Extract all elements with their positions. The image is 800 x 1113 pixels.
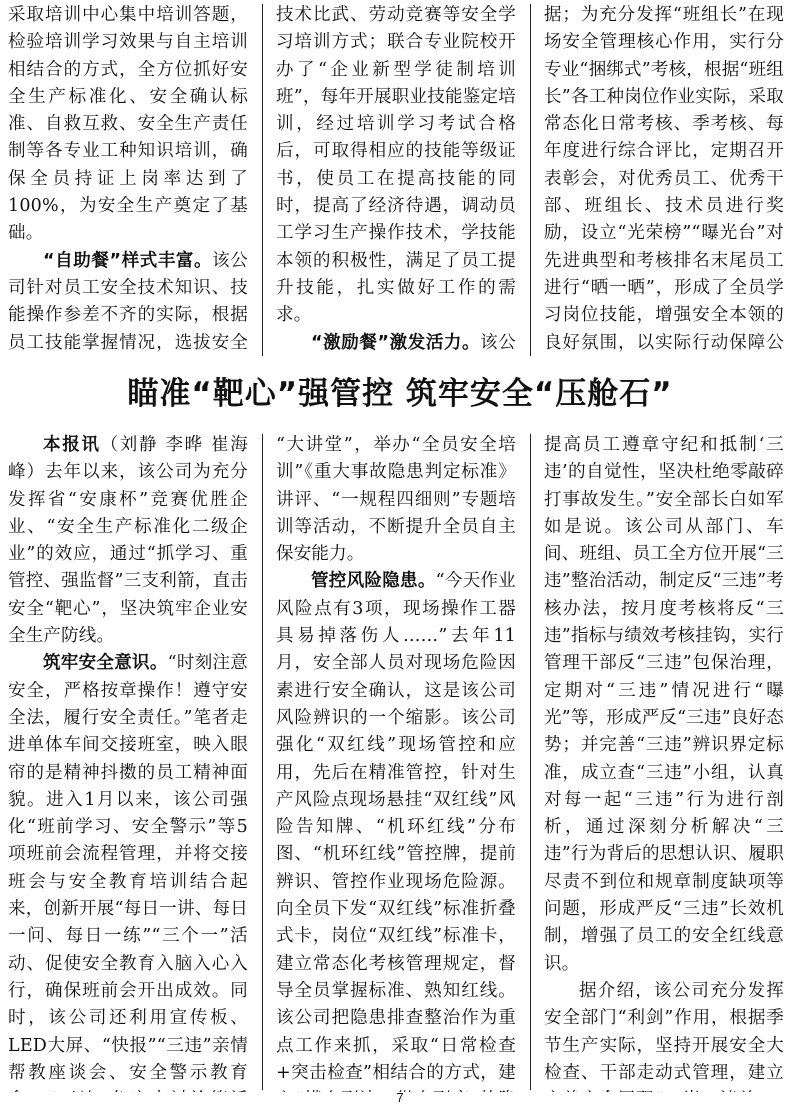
headline: 瞄准“靶心”强管控 筑牢安全“压舱石”: [127, 375, 673, 412]
byline-tag: 本报讯: [43, 435, 101, 455]
subheading: “激励餐”激发活力。: [311, 332, 481, 353]
column-divider: [262, 4, 263, 356]
paragraph-body: （刘静 李晔 崔海峰）去年以来，该公司为充分发挥省“安康杯”竞赛优胜企业、“安全生产标准化二级企业”的效应，通过“抓学习、重管控、强监督”三支利箭，直击安全“靶心”，坚决筑牢企业安全生产防线。: [8, 435, 248, 647]
top-column-1: [8, 2, 248, 357]
paragraph: 提高员工遵章守纪和抵制‘三违’的自觉性，坚决杜绝零敲碎打事故发生。”安全部长白如军如是说。该公司从部门、车间、班组、员工全方位开展“三违”整治活动，制定反“三违”考核办法，按月度考核将反“三违”指标与绩效考核挂钩，实行管理干部反“三违”包保治理，定期对“三违”情况进行“曝光”等，形成严反“三违”良好态势；并完善“三违”辨识界定标准，成立查“三违”小组，认真对每一起“三违”行为进行剖析，通过深刻分析解决“三违”行为背后的思想认识、履职尽责不到位和规章制度缺项等问题，形成严反“三违”长效机制，增强了员工的安全红线意识。: [544, 435, 784, 974]
bottom-column-1: [8, 432, 248, 1092]
paragraph: 采取培训中心集中培训答题，检验培训学习效果与自主培训相结合的方式，全方位抓好安全生产标准化、安全确认标准、自救互救、安全生产责任制等各专业工种知识培训，确保全员持证上岗率达到了100%，为安全生产奠定了基础。: [8, 5, 248, 244]
bottom-column-2: [276, 432, 516, 1092]
paragraph: [8, 248, 248, 357]
paragraph-body: 该公: [480, 332, 516, 353]
paragraph: [276, 330, 516, 357]
paragraph-body: 该公司针对员工安全技术知识、技能操作参差不齐的实际，根据员工技能掌握情况，选拔安全: [8, 250, 248, 353]
paragraph-body: “时刻注意安全，严格按章操作！遵守安全法，履行安全责任。”笔者走进单体车间交接班室，映入眼帘的是精神抖擞的员工精神面貌。进入1月以来，该公司强化“班前学习、安全警示”等5项班前会流程管理，并将交接班会与安全教育培训结合起来，创新开展“每日一讲、每日一问、每日一练”“三个一”活动、促使安全教育入脑入心入行，确保班前会开出成效。同时，该公司还利用宣传板、LED大屏、“快报”“三违”亲情帮教座谈会、安全警示教育: [8, 653, 248, 1083]
paragraph: 据介绍，该公司充分发挥安全部门“利剑”作用，根据季节生产实际，坚持开展安全大检查、干部走动式管理，建立: [544, 980, 784, 1083]
column-divider: [530, 434, 531, 1090]
bottom-column-3: [544, 432, 784, 1092]
subheading: 管控风险隐患。: [311, 571, 436, 592]
paragraph-body: “今天作业风险点有3项，现场操作工器具易掉落伤人……”去年11月，安全部人员对现场危险因素进行安全确认，这是该公司风险辨识的一个缩影。该公司强化“双红线”现场管控和应用，先后在精准管控，针对生产风险点现场悬挂“双红线”风险告知牌、“机环红线”分布图、“机环红线”管控牌，提前辨识、管控作业现场危险源。向全员下发“双红线”标准折叠式卡，岗位“双红线”标准卡，建立常态化考核管理规定，督导全员掌握标准、熟知红线。该公司把隐患排查整治作为重点工作来抓，采取“日常检查+突击检查”相结合的方式，建: [276, 571, 516, 1083]
page-number: 7: [396, 1090, 404, 1105]
headline-bar: [0, 362, 800, 418]
top-column-2: [276, 2, 516, 357]
paragraph: [8, 650, 248, 1092]
paragraph: [8, 432, 248, 650]
top-column-3: [544, 2, 784, 357]
paragraph: “大讲堂”，举办“全员安全培训”《重大事故隐患判定标准》讲评、“一规程四细则”专题培训等活动，不断提升全员自主保安能力。: [276, 435, 516, 565]
paragraph: [276, 568, 516, 1092]
subheading: 筑牢安全意识。: [43, 653, 168, 674]
column-divider: [262, 434, 263, 1090]
paragraph: 据；为充分发挥“班组长”在现场安全管理核心作用，实行分专业“捆绑式”考核，根据“班组长”各工种岗位作业实际，采取常态化日常考核、季考核、每年度进行综合评比，定期召开表彰会，对优秀员工、优秀干部、班组长、技术员进行奖励，设立“光荣榜”“曝光台”对先进典型和考核排名末尾员工进行“晒一晒”，形成了全员学习岗位技能，增强安全本领的良好氛围，以实际行动保障公: [544, 5, 784, 353]
subheading: “自助餐”样式丰富。: [43, 250, 213, 271]
paragraph: 技术比武、劳动竞赛等安全学习培训方式；联合专业院校开办了“企业新型学徒制培训班”，每年开展职业技能鉴定培训，经过培训学习考试合格后，可取得相应的技能等级证书，使员工在提高技能的同时，提高了经济待遇，调动员工学习生产操作技术，学技能本领的积极性，满足了员工提升技能，扎实做好工作的需求。: [276, 5, 516, 326]
column-divider: [530, 4, 531, 356]
